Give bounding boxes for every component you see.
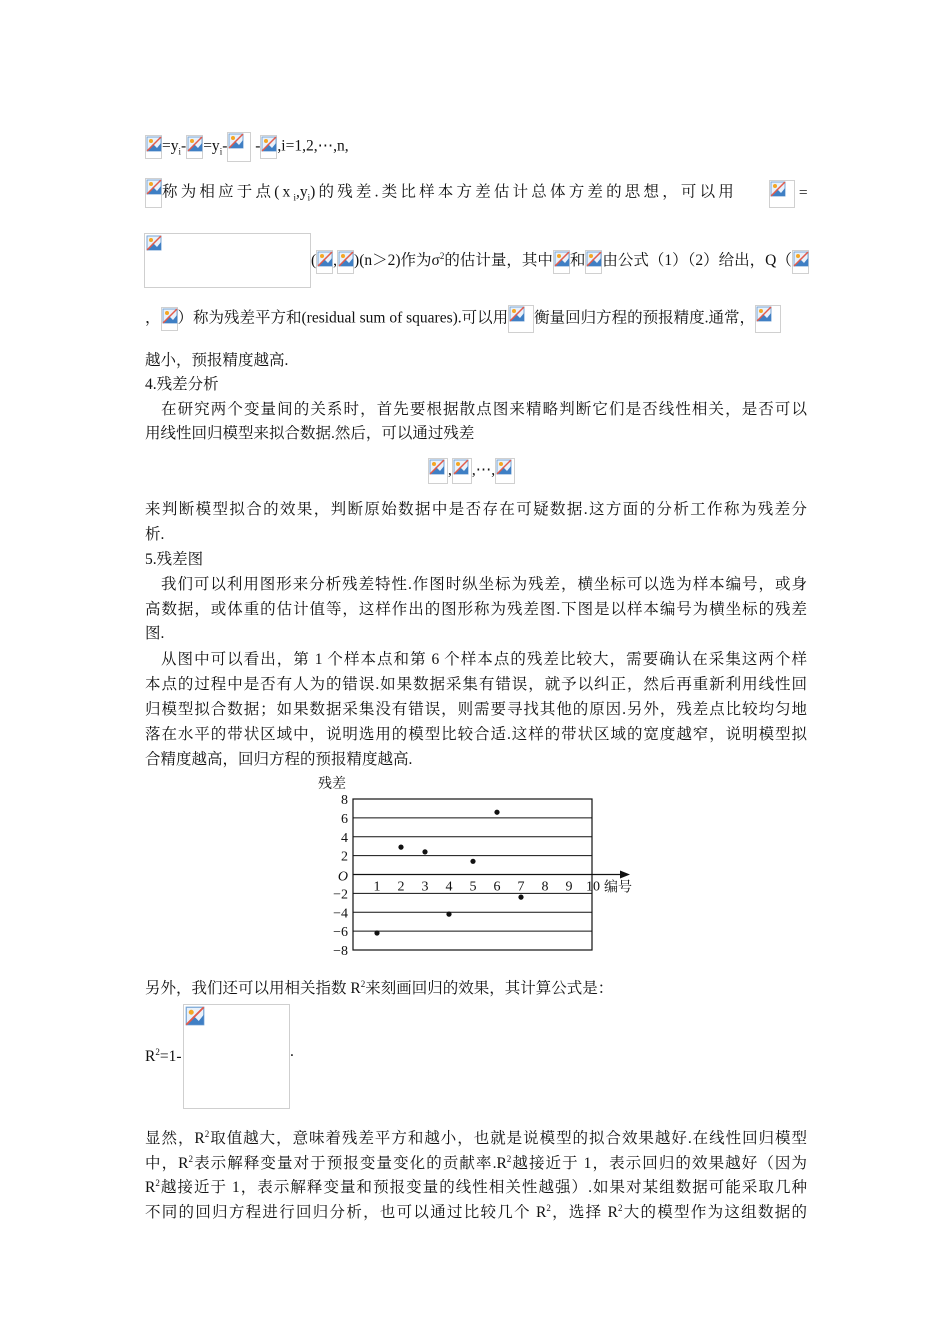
paragraph-line: 合精度越高，回归方程的预报精度越高.	[145, 751, 413, 768]
y-tick-label: 8	[341, 793, 348, 808]
r2-formula-end: .	[290, 1043, 294, 1060]
image-placeholder-icon	[337, 250, 354, 274]
residual-point	[494, 810, 499, 815]
residual-plot	[300, 770, 640, 962]
y-tick-label: −2	[333, 887, 348, 903]
image-placeholder-icon	[316, 250, 333, 274]
image-placeholder-icon	[227, 132, 251, 162]
x-tick-label: 10	[586, 879, 600, 895]
image-placeholder-icon	[495, 458, 515, 484]
image-placeholder-icon	[146, 235, 162, 251]
precision-line: 越小，预报精度越高.	[145, 352, 289, 369]
paragraph-line: 析.	[145, 526, 165, 543]
x-tick-label: 3	[421, 879, 429, 895]
x-tick-label: 1	[373, 879, 381, 895]
image-placeholder-icon	[185, 1006, 205, 1026]
y-tick-label: 4	[341, 830, 348, 846]
y-tick-label: 6	[341, 811, 348, 827]
image-placeholder-icon	[186, 135, 203, 159]
paragraph-line: $R^2$越接近于 1，表示解释变量和预报变量的线性相关性越强）.如果对某组数据可能采取几种	[145, 1178, 807, 1197]
y-tick-label: 2	[341, 849, 348, 865]
paragraph-line: 从图中可以看出，第 1 个样本点和第 6 个样本点的残差比较大，需要确认在采集这两个样	[161, 651, 807, 668]
paragraph-line: 来判断模型拟合的效果，判断原始数据中是否存在可疑数据.这方面的分析工作称为残差分	[145, 501, 807, 518]
origin-label: O	[337, 869, 348, 885]
paragraph-line: 在研究两个变量间的关系时，首先要根据散点图来精略判断它们是否线性相关，是否可以	[161, 401, 807, 418]
residual-sequence: , ,⋯,	[428, 458, 515, 484]
paragraph-line: 用线性回归模型来拟合数据.然后，可以通过残差	[145, 425, 475, 442]
paragraph-line: 高数据，或体重的估计值等，这样作出的图形称为残差图.下图是以样本编号为横坐标的残差	[145, 601, 807, 618]
residual-point	[470, 859, 475, 864]
paragraph-line: 显然，$R^2$取值越大，意味着残差平方和越小，也就是说模型的拟合效果越好.在线性回归模型	[145, 1129, 807, 1148]
x-axis-label: 编号	[604, 880, 632, 896]
paragraph-line: 我们可以利用图形来分析残差特性.作图时纵坐标为残差，横坐标可以选为样本编号，或身	[161, 576, 807, 593]
sigma-estimate-line: ( , )(n＞2)作为$\sigma^2$的估计量，其中 和 由公式（1）（2）给出，Q（	[311, 244, 809, 274]
residual-definition-line: $=y_i-$ $=y_i-$ - ,i=1,2,⋯,n,	[145, 132, 349, 164]
section-heading-4: 4.残差分析	[145, 376, 219, 393]
paragraph-line: 不同的回归方程进行回归分析，也可以通过比较几个 $R^2$，选择 $R^2$大的模型作为这组数据的	[145, 1203, 807, 1222]
rss-line: ， ）称为残差平方和(residual sum of squares).可以用 衡量回归方程的预报精度.通常，	[145, 305, 781, 333]
y-tick-label: −6	[333, 925, 348, 941]
sigma-estimate-formula-image	[144, 233, 311, 288]
x-tick-label: 5	[469, 879, 477, 895]
image-placeholder-icon	[428, 458, 448, 484]
r2-formula-label: $R^2=1-$	[145, 1047, 182, 1066]
r2-formula-image	[183, 1004, 290, 1109]
residual-term-line: 称为相应于点$(x_i,y_i)$的残差.类比样本方差估计总体方差的思想，可以用 =	[145, 178, 807, 210]
paragraph-line: 中，$R^2$表示解释变量对于预报变量变化的贡献率$.R^2$越接近于 1，表示回归的效果越好（因为	[145, 1154, 807, 1173]
image-placeholder-icon	[452, 458, 472, 484]
image-placeholder-icon	[508, 305, 534, 333]
image-placeholder-icon	[145, 135, 162, 159]
r2-intro: 另外，我们还可以用相关指数 $R^2$来刻画回归的效果，其计算公式是：	[145, 979, 614, 998]
residual-point	[398, 845, 403, 850]
x-tick-label: 7	[517, 879, 525, 895]
x-tick-label: 6	[493, 879, 501, 895]
residual-point	[446, 912, 451, 917]
image-placeholder-icon	[585, 250, 602, 274]
image-placeholder-icon	[769, 180, 795, 208]
y-tick-label: −4	[333, 906, 348, 922]
image-placeholder-icon	[755, 305, 781, 333]
paragraph-line: 落在水平的带状区域中，说明选用的模型比较合适.这样的带状区域的宽度越窄，说明模型拟	[145, 726, 807, 743]
y-axis-label: 残差	[318, 777, 346, 792]
image-placeholder-icon	[260, 135, 277, 159]
x-tick-label: 8	[541, 879, 549, 895]
paragraph-line: 归模型拟合数据；如果数据采集没有错误，则需要寻找其他的原因.另外，残差点比较均匀地	[145, 701, 807, 718]
image-placeholder-icon	[161, 307, 178, 331]
residual-point	[518, 895, 523, 900]
residual-point	[422, 849, 427, 854]
x-tick-label: 9	[565, 879, 573, 895]
image-placeholder-icon	[792, 250, 809, 274]
y-tick-label: −8	[333, 944, 348, 959]
image-placeholder-icon	[145, 178, 162, 208]
image-placeholder-icon	[553, 250, 570, 274]
residual-point	[374, 930, 379, 935]
section-heading-5: 5.残差图	[145, 551, 204, 568]
x-axis-arrow	[620, 871, 630, 879]
x-tick-label: 4	[445, 879, 453, 895]
paragraph-line: 图.	[145, 625, 165, 642]
paragraph-line: 本点的过程中是否有人为的错误.如果数据采集有错误，就予以纠正，然后再重新利用线性回	[145, 676, 807, 693]
x-tick-label: 2	[397, 879, 405, 895]
